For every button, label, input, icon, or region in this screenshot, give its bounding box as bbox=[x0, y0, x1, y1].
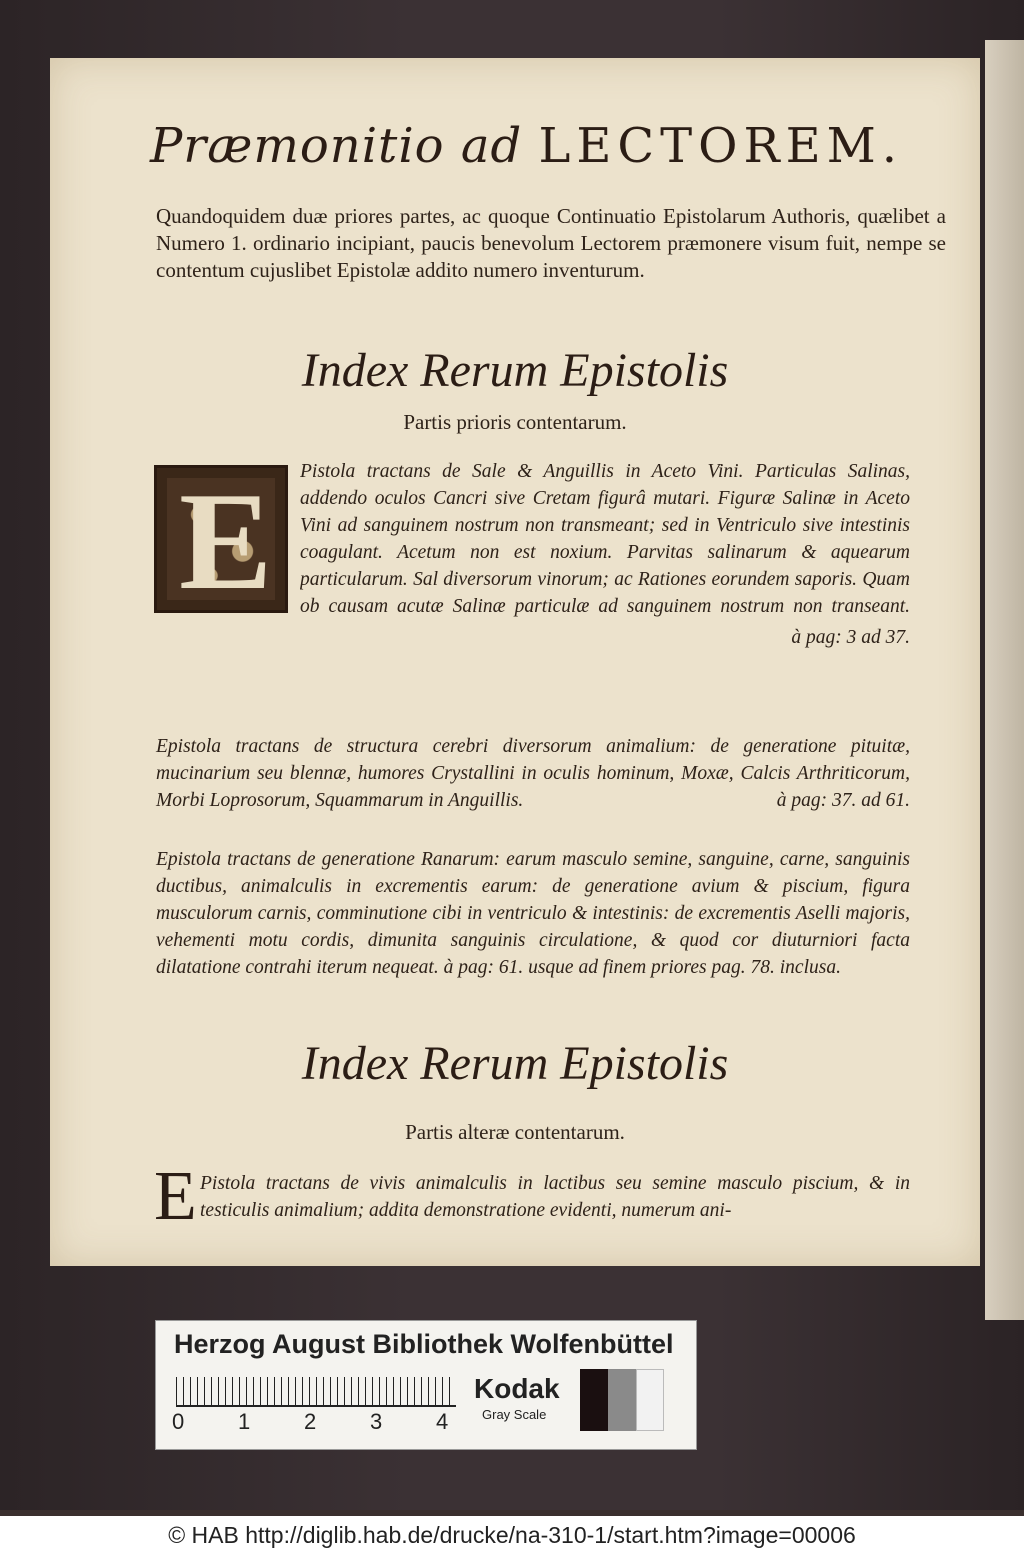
gray-swatch-light bbox=[636, 1369, 664, 1431]
ruler-number: 1 bbox=[238, 1409, 251, 1434]
heading-italic: Præmonitio ad bbox=[150, 118, 523, 174]
entry4-initial: E bbox=[154, 1158, 197, 1235]
adjacent-page-edge bbox=[985, 40, 1024, 1320]
entry4-text: Pistola tractans de vivis animalculis in lactibus seu semine masculo piscium, & in testiculis animalium; addita demonstratione evidenti, numerum ani- bbox=[200, 1173, 910, 1221]
entry2-page-ref: à pag: 37. ad 61. bbox=[776, 790, 910, 811]
index1-title: Index Rerum Epistolis bbox=[301, 344, 729, 397]
initial-letter: E bbox=[179, 464, 273, 619]
entry1-page-ref: à pag: 3 ad 37. bbox=[791, 627, 910, 648]
index2-subtitle: Partis alteræ contentarum. bbox=[405, 1120, 625, 1144]
ruler-number: 3 bbox=[370, 1409, 383, 1434]
book-page bbox=[50, 58, 980, 1266]
entry3 bbox=[156, 846, 910, 981]
index2-title: Index Rerum Epistolis bbox=[301, 1037, 729, 1090]
gray-swatch-mid bbox=[608, 1369, 636, 1431]
entry1-head bbox=[300, 458, 910, 624]
card-title: Herzog August Bibliothek Wolfenbüttel bbox=[174, 1329, 674, 1359]
entry1-text: Pistola tractans de Sale & Anguillis in Aceto Vini. Particulas Salinas, addendo oculos Cancri sive Cretam figurâ mutari. Figuræ Salinæ in Aceto Vini ad sanguinem nostrum non transmeant; sed in Ventriculo sive intestinis coagulant. Acetum non est noxium. Parvitas salinarum & aquearum particularum. Sal diversorum vinorum; ac Rationes eorundem saporis. Quam ob causam acutæ Salinæ particulæ ad sanguinem nostrum non transeant. bbox=[300, 461, 910, 617]
ornamental-initial bbox=[154, 464, 288, 619]
entry1-ref-row bbox=[156, 624, 910, 651]
gray-swatch-dark bbox=[580, 1369, 608, 1431]
color-checker-card bbox=[155, 1320, 697, 1450]
entry2-text: Epistola tractans de structura cerebri diversorum animalium: de generatione pituitæ, mucinarium seu blennæ, humores Crystallini in oculis hominum, Moxæ, Calcis Arthriticorum, Morbi Loprosorum, Squammarum in Anguillis. bbox=[156, 736, 910, 811]
kodak-logo: Kodak bbox=[474, 1373, 560, 1404]
page-heading bbox=[150, 118, 980, 174]
entry4 bbox=[200, 1170, 910, 1224]
scale-ruler bbox=[176, 1377, 456, 1407]
entry2 bbox=[156, 733, 910, 814]
gray-scale-label: Gray Scale bbox=[482, 1407, 547, 1422]
entry3-text: Epistola tractans de generatione Ranarum: earum masculo semine, sanguine, carne, sanguinis ductibus, animalculis in excrementis earum: de generatione avium & piscium, figura musculorum carnis, comminutione cibi in ventriculo & intestinis: de excrementis Aselli majoris, vehementi motu cordis, dimunita sanguinis circulatione, & quod cor diuturniori facta dilatatione contrahi iterum nequeat. à pag: 61. usque ad finem priores pag. 78. inclusa. bbox=[156, 849, 910, 978]
ruler-number: 2 bbox=[304, 1409, 317, 1434]
intro-paragraph: Quandoquidem duæ priores partes, ac quoque Continuatio Epistolarum Authoris, quælibet a Numero 1. ordinario incipiant, paucis benevolum Lectorem præmonere visum fuit, nempe se contentum cujuslibet Epistolæ addito numero inventurum. bbox=[156, 204, 946, 282]
ruler-number: 4 bbox=[436, 1409, 449, 1434]
index1-subtitle: Partis prioris contentarum. bbox=[403, 410, 627, 434]
heading-caps: LECTOREM. bbox=[538, 118, 904, 174]
ruler-number: 0 bbox=[172, 1409, 185, 1434]
footer-credit: © HAB http://diglib.hab.de/drucke/na-310-1/start.htm?image=00006 bbox=[0, 1516, 1024, 1554]
